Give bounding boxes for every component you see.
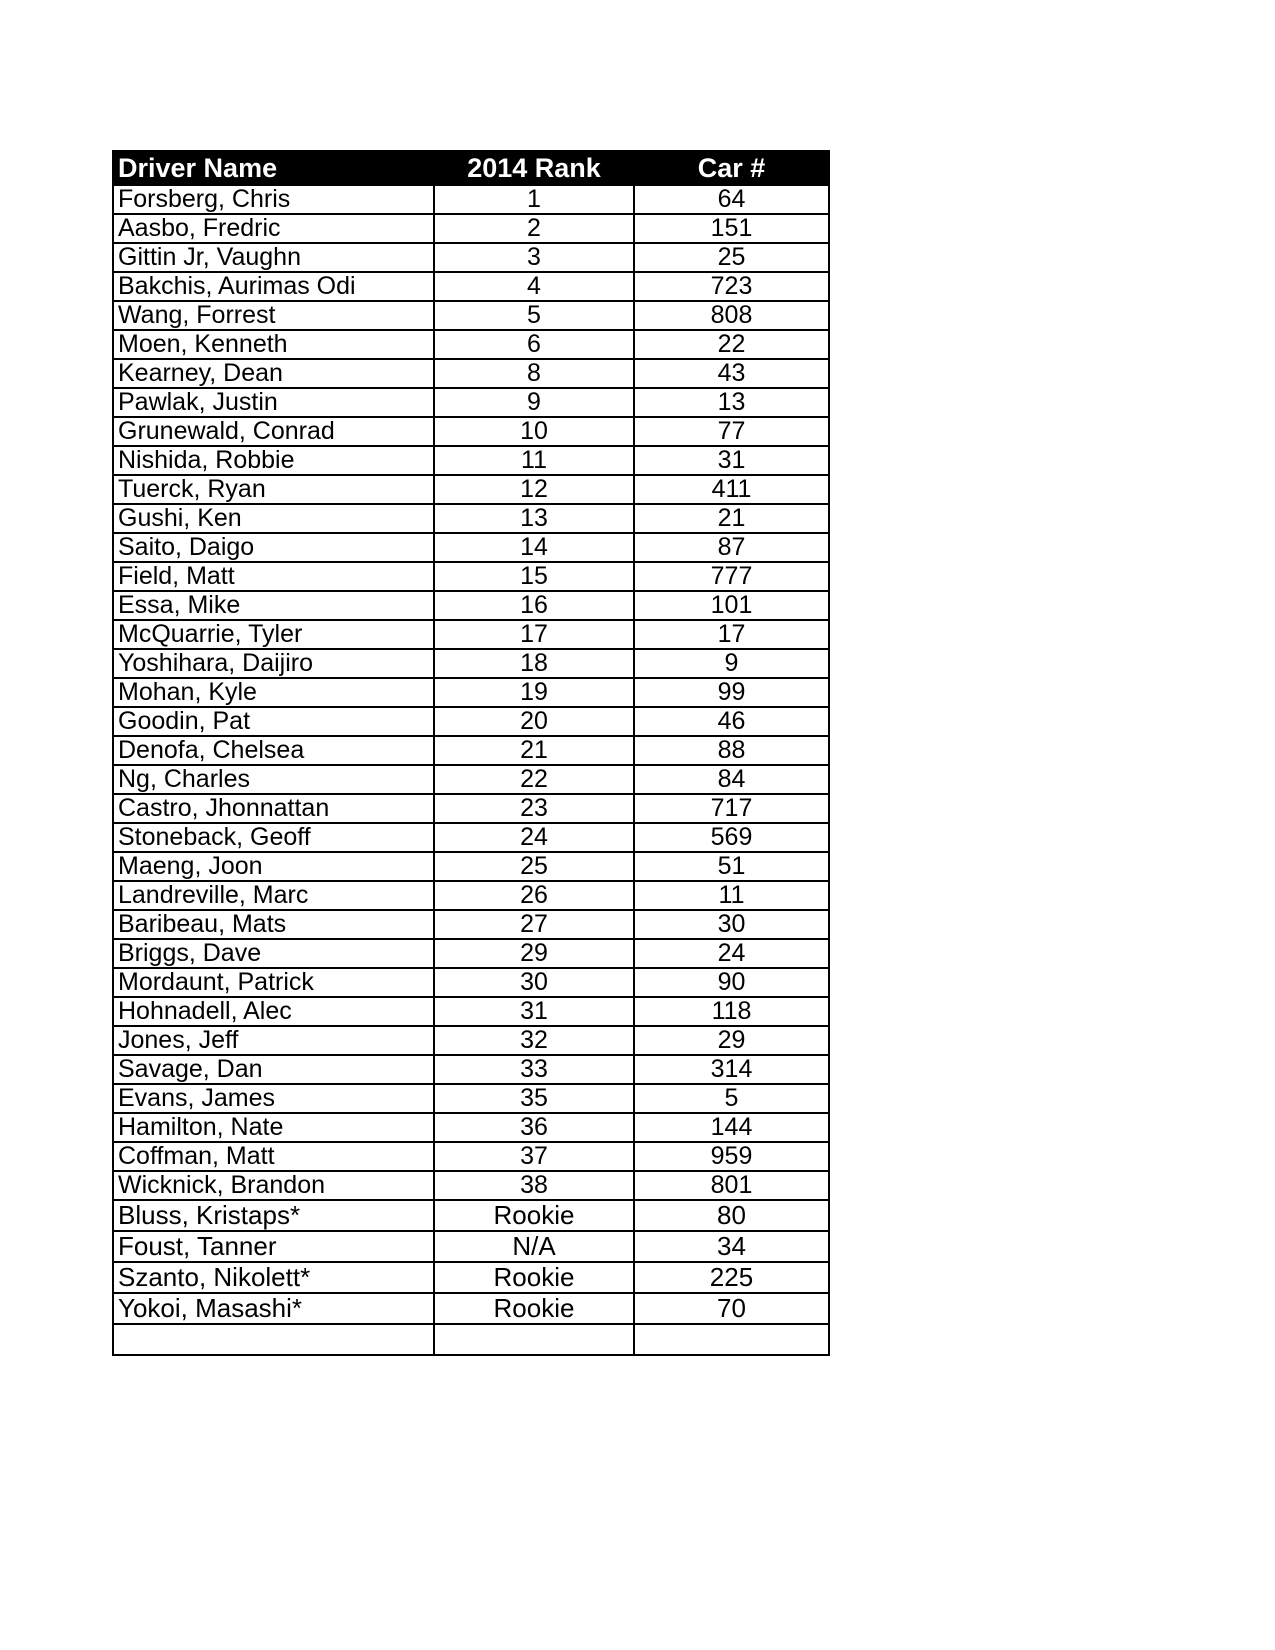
car-number-cell: 411: [634, 475, 829, 504]
car-number-cell: 959: [634, 1142, 829, 1171]
rank-cell: 18: [434, 649, 634, 678]
car-number-cell: 99: [634, 678, 829, 707]
rank-cell: 24: [434, 823, 634, 852]
driver-name-cell: Savage, Dan: [113, 1055, 434, 1084]
table-row: [113, 1084, 829, 1113]
table-row: [113, 1200, 829, 1231]
driver-name-cell: Moen, Kenneth: [113, 330, 434, 359]
rank-cell: 22: [434, 765, 634, 794]
driver-name-cell: Denofa, Chelsea: [113, 736, 434, 765]
driver-name-cell: Essa, Mike: [113, 591, 434, 620]
driver-name-cell: McQuarrie, Tyler: [113, 620, 434, 649]
table-row: [113, 707, 829, 736]
car-number-cell: 46: [634, 707, 829, 736]
driver-name-cell: Coffman, Matt: [113, 1142, 434, 1171]
car-number-cell: 80: [634, 1200, 829, 1231]
car-number-cell: 118: [634, 997, 829, 1026]
rank-cell: 1: [434, 185, 634, 214]
table-row: [113, 1113, 829, 1142]
table-row: [113, 997, 829, 1026]
driver-name-cell: Nishida, Robbie: [113, 446, 434, 475]
table-row: [113, 1231, 829, 1262]
driver-name-cell: Maeng, Joon: [113, 852, 434, 881]
table-row: [113, 388, 829, 417]
table-row: [113, 1293, 829, 1324]
car-number-cell: 9: [634, 649, 829, 678]
car-number-cell: 808: [634, 301, 829, 330]
driver-name-cell: Yoshihara, Daijiro: [113, 649, 434, 678]
rank-cell: 37: [434, 1142, 634, 1171]
table-row: [113, 1142, 829, 1171]
table-row: [113, 591, 829, 620]
rank-cell: Rookie: [434, 1200, 634, 1231]
car-number-cell: [634, 1324, 829, 1355]
table-row: [113, 185, 829, 214]
table-row: [113, 446, 829, 475]
rank-cell: 15: [434, 562, 634, 591]
driver-name-cell: Baribeau, Mats: [113, 910, 434, 939]
driver-name-cell: Field, Matt: [113, 562, 434, 591]
rank-cell: 12: [434, 475, 634, 504]
table-row: [113, 1171, 829, 1200]
rank-cell: 3: [434, 243, 634, 272]
table-row: [113, 736, 829, 765]
driver-name-cell: Stoneback, Geoff: [113, 823, 434, 852]
driver-name-cell: Jones, Jeff: [113, 1026, 434, 1055]
header-row: [113, 151, 829, 185]
driver-name-cell: Aasbo, Fredric: [113, 214, 434, 243]
rank-cell: Rookie: [434, 1262, 634, 1293]
car-number-cell: 11: [634, 881, 829, 910]
table-row: [113, 939, 829, 968]
car-number-cell: 31: [634, 446, 829, 475]
rank-cell: 16: [434, 591, 634, 620]
table-row: [113, 620, 829, 649]
rank-cell: 14: [434, 533, 634, 562]
driver-name-cell: Hamilton, Nate: [113, 1113, 434, 1142]
driver-name-cell: Hohnadell, Alec: [113, 997, 434, 1026]
driver-name-cell: Wang, Forrest: [113, 301, 434, 330]
rank-cell: 30: [434, 968, 634, 997]
driver-name-cell: Mordaunt, Patrick: [113, 968, 434, 997]
driver-name-cell: Gittin Jr, Vaughn: [113, 243, 434, 272]
rank-cell: 38: [434, 1171, 634, 1200]
car-number-cell: 24: [634, 939, 829, 968]
car-number-cell: 90: [634, 968, 829, 997]
table-row: [113, 678, 829, 707]
driver-name-cell: Ng, Charles: [113, 765, 434, 794]
rank-cell: 13: [434, 504, 634, 533]
car-number-cell: 5: [634, 1084, 829, 1113]
car-number-cell: 801: [634, 1171, 829, 1200]
rank-cell: 31: [434, 997, 634, 1026]
rank-cell: 11: [434, 446, 634, 475]
driver-name-cell: Szanto, Nikolett*: [113, 1262, 434, 1293]
driver-name-cell: Castro, Jhonnattan: [113, 794, 434, 823]
table-row: [113, 1262, 829, 1293]
table-row: [113, 823, 829, 852]
table-row: [113, 504, 829, 533]
driver-name-cell: Goodin, Pat: [113, 707, 434, 736]
table-row: [113, 214, 829, 243]
rank-cell: 25: [434, 852, 634, 881]
driver-name-cell: Bluss, Kristaps*: [113, 1200, 434, 1231]
car-number-cell: 17: [634, 620, 829, 649]
rank-cell: 21: [434, 736, 634, 765]
driver-name-cell: Evans, James: [113, 1084, 434, 1113]
table-row: [113, 272, 829, 301]
driver-name-cell: Pawlak, Justin: [113, 388, 434, 417]
car-number-cell: 64: [634, 185, 829, 214]
driver-rows: [113, 185, 829, 1355]
car-number-cell: 151: [634, 214, 829, 243]
header-2014-rank: 2014 Rank: [434, 151, 634, 185]
car-number-cell: 88: [634, 736, 829, 765]
table-row: [113, 852, 829, 881]
table-row: [113, 562, 829, 591]
driver-name-cell: Wicknick, Brandon: [113, 1171, 434, 1200]
rank-cell: 27: [434, 910, 634, 939]
rank-cell: 8: [434, 359, 634, 388]
table-row: [113, 533, 829, 562]
table-row: [113, 649, 829, 678]
rank-cell: 29: [434, 939, 634, 968]
table-row: [113, 910, 829, 939]
table-row: [113, 330, 829, 359]
car-number-cell: 101: [634, 591, 829, 620]
driver-name-cell: Saito, Daigo: [113, 533, 434, 562]
rank-cell: 6: [434, 330, 634, 359]
table-row: [113, 359, 829, 388]
driver-name-cell: Yokoi, Masashi*: [113, 1293, 434, 1324]
driver-name-cell: Gushi, Ken: [113, 504, 434, 533]
driver-name-cell: Briggs, Dave: [113, 939, 434, 968]
driver-name-cell: [113, 1324, 434, 1355]
table-row: [113, 794, 829, 823]
table-row: [113, 417, 829, 446]
table-row: [113, 1026, 829, 1055]
table-row: [113, 968, 829, 997]
table-row: [113, 475, 829, 504]
rank-cell: 2: [434, 214, 634, 243]
rank-cell: 10: [434, 417, 634, 446]
car-number-cell: 21: [634, 504, 829, 533]
table-row: [113, 243, 829, 272]
car-number-cell: 314: [634, 1055, 829, 1084]
car-number-cell: 777: [634, 562, 829, 591]
car-number-cell: 569: [634, 823, 829, 852]
driver-name-cell: Kearney, Dean: [113, 359, 434, 388]
driver-name-cell: Tuerck, Ryan: [113, 475, 434, 504]
rank-cell: N/A: [434, 1231, 634, 1262]
driver-name-cell: Grunewald, Conrad: [113, 417, 434, 446]
rank-cell: 26: [434, 881, 634, 910]
table-row: [113, 301, 829, 330]
rank-cell: 20: [434, 707, 634, 736]
car-number-cell: 717: [634, 794, 829, 823]
car-number-cell: 51: [634, 852, 829, 881]
rank-cell: 19: [434, 678, 634, 707]
header-driver-name: Driver Name: [113, 151, 434, 185]
table-row: [113, 1055, 829, 1084]
rank-cell: Rookie: [434, 1293, 634, 1324]
rank-cell: 4: [434, 272, 634, 301]
rank-cell: 36: [434, 1113, 634, 1142]
car-number-cell: 70: [634, 1293, 829, 1324]
rank-cell: 5: [434, 301, 634, 330]
car-number-cell: 30: [634, 910, 829, 939]
rank-cell: 32: [434, 1026, 634, 1055]
rank-cell: 33: [434, 1055, 634, 1084]
driver-name-cell: Mohan, Kyle: [113, 678, 434, 707]
car-number-cell: 723: [634, 272, 829, 301]
driver-name-cell: Landreville, Marc: [113, 881, 434, 910]
driver-name-cell: Bakchis, Aurimas Odi: [113, 272, 434, 301]
table-row: [113, 765, 829, 794]
rank-cell: [434, 1324, 634, 1355]
car-number-cell: 13: [634, 388, 829, 417]
car-number-cell: 25: [634, 243, 829, 272]
car-number-cell: 225: [634, 1262, 829, 1293]
car-number-cell: 77: [634, 417, 829, 446]
driver-table: [112, 150, 830, 1356]
rank-cell: 23: [434, 794, 634, 823]
table-row: [113, 881, 829, 910]
car-number-cell: 87: [634, 533, 829, 562]
car-number-cell: 34: [634, 1231, 829, 1262]
driver-name-cell: Forsberg, Chris: [113, 185, 434, 214]
table-row: [113, 1324, 829, 1355]
car-number-cell: 22: [634, 330, 829, 359]
driver-name-cell: Foust, Tanner: [113, 1231, 434, 1262]
car-number-cell: 43: [634, 359, 829, 388]
header-car-number: Car #: [634, 151, 829, 185]
rank-cell: 35: [434, 1084, 634, 1113]
car-number-cell: 84: [634, 765, 829, 794]
rank-cell: 17: [434, 620, 634, 649]
car-number-cell: 144: [634, 1113, 829, 1142]
car-number-cell: 29: [634, 1026, 829, 1055]
rank-cell: 9: [434, 388, 634, 417]
